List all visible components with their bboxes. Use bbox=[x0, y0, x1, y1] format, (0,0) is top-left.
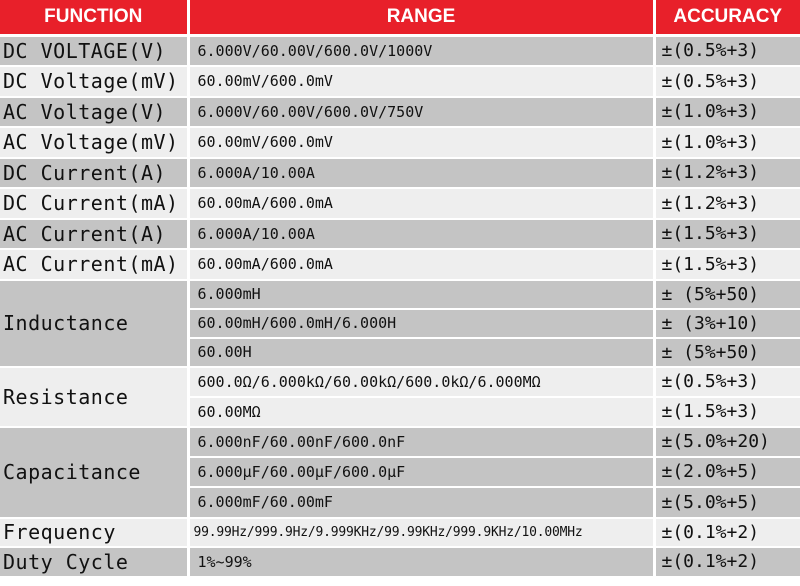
table-row bbox=[0, 249, 800, 280]
accuracy-cell: ±(1.0%+3) bbox=[654, 97, 800, 127]
function-cell: DC Voltage(mV) bbox=[0, 66, 188, 97]
duty-cycle-function-cell: Duty Cycle bbox=[0, 547, 188, 577]
accuracy-cell: ±(1.2%+3) bbox=[654, 158, 800, 188]
accuracy-cell: ±(0.5%+3) bbox=[654, 36, 800, 66]
accuracy-cell: ±(1.5%+3) bbox=[654, 219, 800, 249]
accuracy-cell: ±(0.1%+2) bbox=[654, 518, 800, 547]
range-cell: 60.00mA/600.0mA bbox=[188, 188, 654, 219]
function-cell: AC Current(A) bbox=[0, 219, 188, 249]
resistance-function-cell: Resistance bbox=[0, 367, 188, 427]
range-cell: 60.00mV/600.0mV bbox=[188, 66, 654, 97]
accuracy-cell: ±(0.5%+3) bbox=[654, 367, 800, 397]
accuracy-cell: ±(1.0%+3) bbox=[654, 127, 800, 158]
range-cell: 60.00mV/600.0mV bbox=[188, 127, 654, 158]
table-row bbox=[0, 518, 800, 547]
table-row bbox=[0, 97, 800, 127]
table-row bbox=[0, 280, 800, 309]
range-cell: 6.000mH bbox=[188, 280, 654, 309]
accuracy-cell: ±(0.1%+2) bbox=[654, 547, 800, 577]
table-row bbox=[0, 547, 800, 577]
function-cell: DC Current(A) bbox=[0, 158, 188, 188]
accuracy-cell: ±(1.2%+3) bbox=[654, 188, 800, 219]
accuracy-cell: ±(0.5%+3) bbox=[654, 66, 800, 97]
accuracy-cell: ±(2.0%+5) bbox=[654, 457, 800, 487]
inductance-function-cell: Inductance bbox=[0, 280, 188, 367]
table-row bbox=[0, 188, 800, 219]
range-cell: 6.000μF/60.00μF/600.0μF bbox=[188, 457, 654, 487]
function-cell: DC Current(mA) bbox=[0, 188, 188, 219]
table-row bbox=[0, 427, 800, 457]
function-cell: AC Current(mA) bbox=[0, 249, 188, 280]
accuracy-header: ACCURACY bbox=[654, 0, 800, 36]
range-cell: 60.00MΩ bbox=[188, 397, 654, 427]
table-row bbox=[0, 127, 800, 158]
accuracy-cell: ±(1.5%+3) bbox=[654, 249, 800, 280]
table-row bbox=[0, 66, 800, 97]
range-cell: 60.00mA/600.0mA bbox=[188, 249, 654, 280]
range-cell: 6.000A/10.00A bbox=[188, 219, 654, 249]
table-row bbox=[0, 36, 800, 66]
frequency-function-cell: Frequency bbox=[0, 518, 188, 547]
range-cell: 6.000nF/60.00nF/600.0nF bbox=[188, 427, 654, 457]
accuracy-cell: ±(5.0%+20) bbox=[654, 427, 800, 457]
range-cell: 6.000V/60.00V/600.0V/750V bbox=[188, 97, 654, 127]
range-cell: 99.99Hz/999.9Hz/9.999KHz/99.99KHz/999.9KHz/10.00MHz bbox=[188, 518, 654, 547]
table-row bbox=[0, 219, 800, 249]
table-row bbox=[0, 158, 800, 188]
function-header: FUNCTION bbox=[0, 0, 188, 36]
range-cell: 600.0Ω/6.000kΩ/60.00kΩ/600.0kΩ/6.000MΩ bbox=[188, 367, 654, 397]
accuracy-cell: ± (3%+10) bbox=[654, 309, 800, 338]
range-cell: 6.000V/60.00V/600.0V/1000V bbox=[188, 36, 654, 66]
range-cell: 60.00mH/600.0mH/6.000H bbox=[188, 309, 654, 338]
range-cell: 6.000mF/60.00mF bbox=[188, 487, 654, 518]
range-cell: 60.00H bbox=[188, 338, 654, 367]
accuracy-cell: ±(1.5%+3) bbox=[654, 397, 800, 427]
table-row bbox=[0, 367, 800, 397]
accuracy-cell: ± (5%+50) bbox=[654, 338, 800, 367]
range-cell: 6.000A/10.00A bbox=[188, 158, 654, 188]
header-row bbox=[0, 0, 800, 36]
function-cell: AC Voltage(mV) bbox=[0, 127, 188, 158]
function-cell: AC Voltage(V) bbox=[0, 97, 188, 127]
range-cell: 1%~99% bbox=[188, 547, 654, 577]
accuracy-cell: ± (5%+50) bbox=[654, 280, 800, 309]
function-cell: DC VOLTAGE(V) bbox=[0, 36, 188, 66]
accuracy-cell: ±(5.0%+5) bbox=[654, 487, 800, 518]
range-header: RANGE bbox=[188, 0, 654, 36]
capacitance-function-cell: Capacitance bbox=[0, 427, 188, 518]
